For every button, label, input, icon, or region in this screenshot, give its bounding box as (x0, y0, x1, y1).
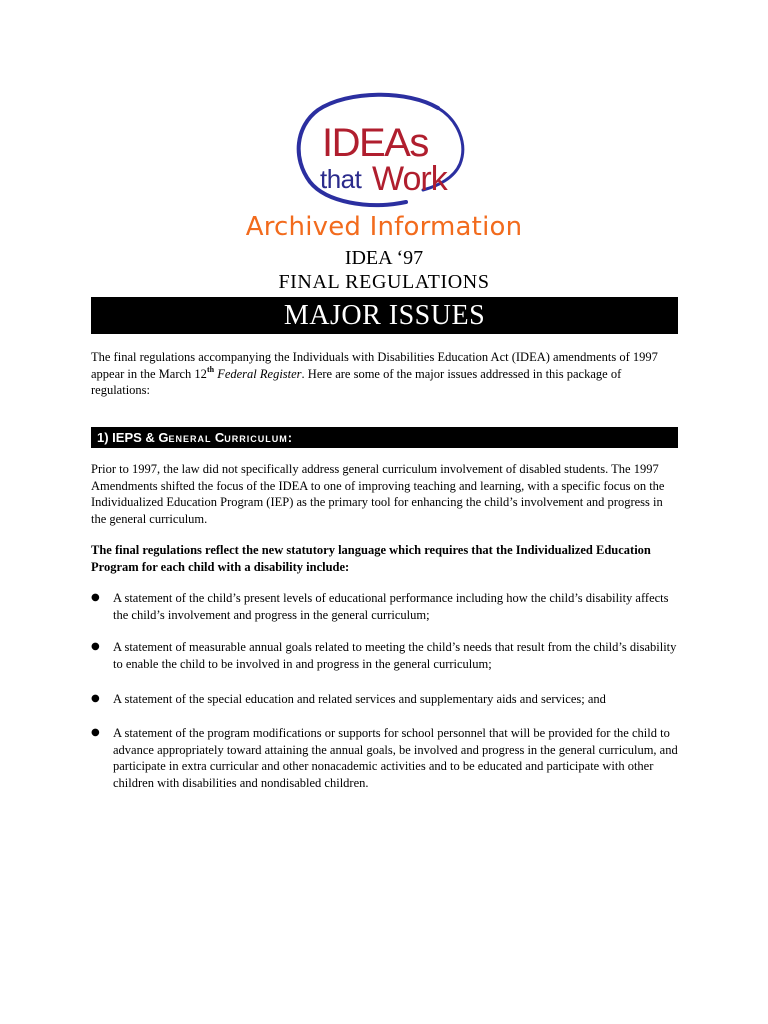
intro-text-2: . Here are some of the major issues addressed in this package of regulations: (91, 366, 622, 397)
section-g: G (158, 430, 169, 445)
list-item-text: A statement of measurable annual goals related to meeting the child’s needs that result from the child’s disability to enable the child to be involved in and progress in the general curriculum; (113, 640, 677, 671)
section-urriculum: URRICULUM (224, 434, 288, 444)
bullet-icon: ● (91, 592, 100, 603)
list-item-text: A statement of the child’s present levels of educational performance including how the child’s disability affects the child’s involvement and progress in the general curriculum; (113, 591, 669, 622)
document-subtitle: IDEA ‘97 (344, 247, 424, 269)
section-colon: : (287, 430, 293, 445)
section-number: 1) IEPS & (97, 430, 159, 445)
lead-paragraph: The final regulations reflect the new statutory language which requires that the Individualized Education Program for each child with a disability include: (91, 543, 651, 574)
intro-paragraph (91, 349, 681, 399)
archived-information-heading: Archived Information (245, 212, 523, 242)
intro-superscript: th (206, 364, 215, 374)
list-item-text: A statement of the program modifications or supports for school personnel that will be provided for the child to advance appropriately toward attaining the annual goals, be involved and progress in the general curriculum, and participate in extra curricular and other nonacademic activities and to be educated and participate with other children with disabilities and nondisabled children. (113, 726, 678, 790)
logo-ideas-text: IDEAs (322, 121, 428, 165)
logo-that-text: that (320, 164, 362, 194)
bullet-icon: ● (91, 641, 100, 652)
logo-work-text: Work (372, 160, 447, 198)
bullet-icon: ● (91, 693, 100, 704)
federal-register-text: Federal Register (217, 366, 302, 381)
list-item-text: A statement of the special education and related services and supplementary aids and services; and (113, 692, 606, 706)
ideas-that-work-logo (288, 86, 478, 214)
major-issues-banner: MAJOR ISSUES (91, 297, 678, 334)
section-heading-bar (91, 427, 678, 448)
bullet-icon: ● (91, 727, 100, 738)
prior-paragraph: Prior to 1997, the law did not specifically address general curriculum involvement of disabled students. The 1997 Amendments shifted the focus of the IDEA to one of improving teaching and learning, with a specific focus on the Individualized Education Program (IEP) as the primary tool for enhancing the child’s involvement and progress in the general curriculum. (91, 462, 665, 526)
section-eneral: ENERAL (168, 434, 215, 444)
document-subtitle-2: FINAL REGULATIONS (278, 271, 490, 293)
intro-text-1: The final regulations accompanying the Individuals with Disabilities Education Act (IDEA) amendments of 1997 appear in the March 12 (91, 350, 658, 381)
section-c: C (214, 430, 225, 445)
